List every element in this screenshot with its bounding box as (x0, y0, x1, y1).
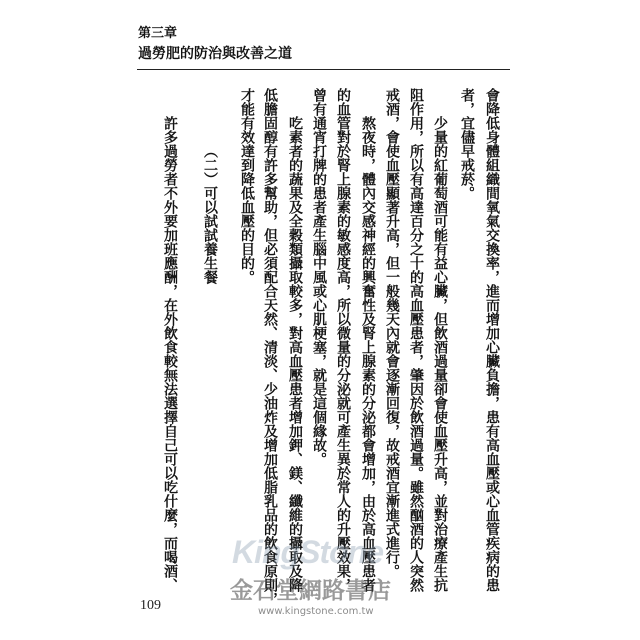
section-heading: （二）可以試試養生餐 (202, 144, 218, 284)
text-column: 才能有效達到降低血壓的目的。 (239, 88, 255, 284)
text-column: 會降低身體組織間氧氣交換率，進而增加心臟負擔，患有高血壓或心血管疾病的患 (484, 88, 500, 592)
text-column: 阻作用，所以有高達百分之十的高血壓患者，肇因於飲酒過量。雖然酗酒的人突然 (408, 88, 424, 592)
running-head-chapter: 第三章 (138, 26, 178, 41)
text-column: 熬夜時，體內交感神經的興奮性及腎上腺素的分泌都會增加，由於高血壓患者 (360, 116, 376, 592)
header-divider (137, 69, 510, 70)
watermark-logo: KingStone (232, 534, 383, 570)
text-column: 戒酒，會使血壓顯著升高，但一般幾天內就會逐漸回復，故戒酒宜漸進式進行。 (384, 88, 400, 578)
page-number: 109 (140, 598, 161, 613)
text-column: 者，宜儘早戒菸。 (459, 88, 475, 200)
text-column: 低膽固醇有許多幫助，但必須配合天然、清淡、少油炸及增加低脂乳品的飲食原則， (262, 88, 278, 606)
text-column: 許多過勞者不外要加班應酬，在外飲食較無法選擇自己可以吃什麼，而喝酒、 (162, 116, 178, 592)
text-column: 曾有通宵打牌的患者產生腦中風或心肌梗塞，就是這個緣故。 (311, 88, 327, 466)
text-column: 少量的紅葡萄酒可能有益心臟，但飲酒過量卻會使血壓升高，並對治療產生抗 (432, 116, 448, 592)
watermark-url: www.kingstone.com.tw (258, 606, 374, 617)
text-column: 吃素者的蔬果及全穀類攝取較多，對高血壓患者增加鉀、鎂、纖維的攝取及降 (287, 116, 303, 592)
text-column: 的血管對於腎上腺素的敏感度高，所以微量的分泌就可產生異於常人的升壓效果， (335, 88, 351, 592)
running-head-title: 過勞肥的防治與改善之道 (138, 46, 292, 62)
watermark-store-name: 金石堂網路書店 (230, 577, 391, 604)
